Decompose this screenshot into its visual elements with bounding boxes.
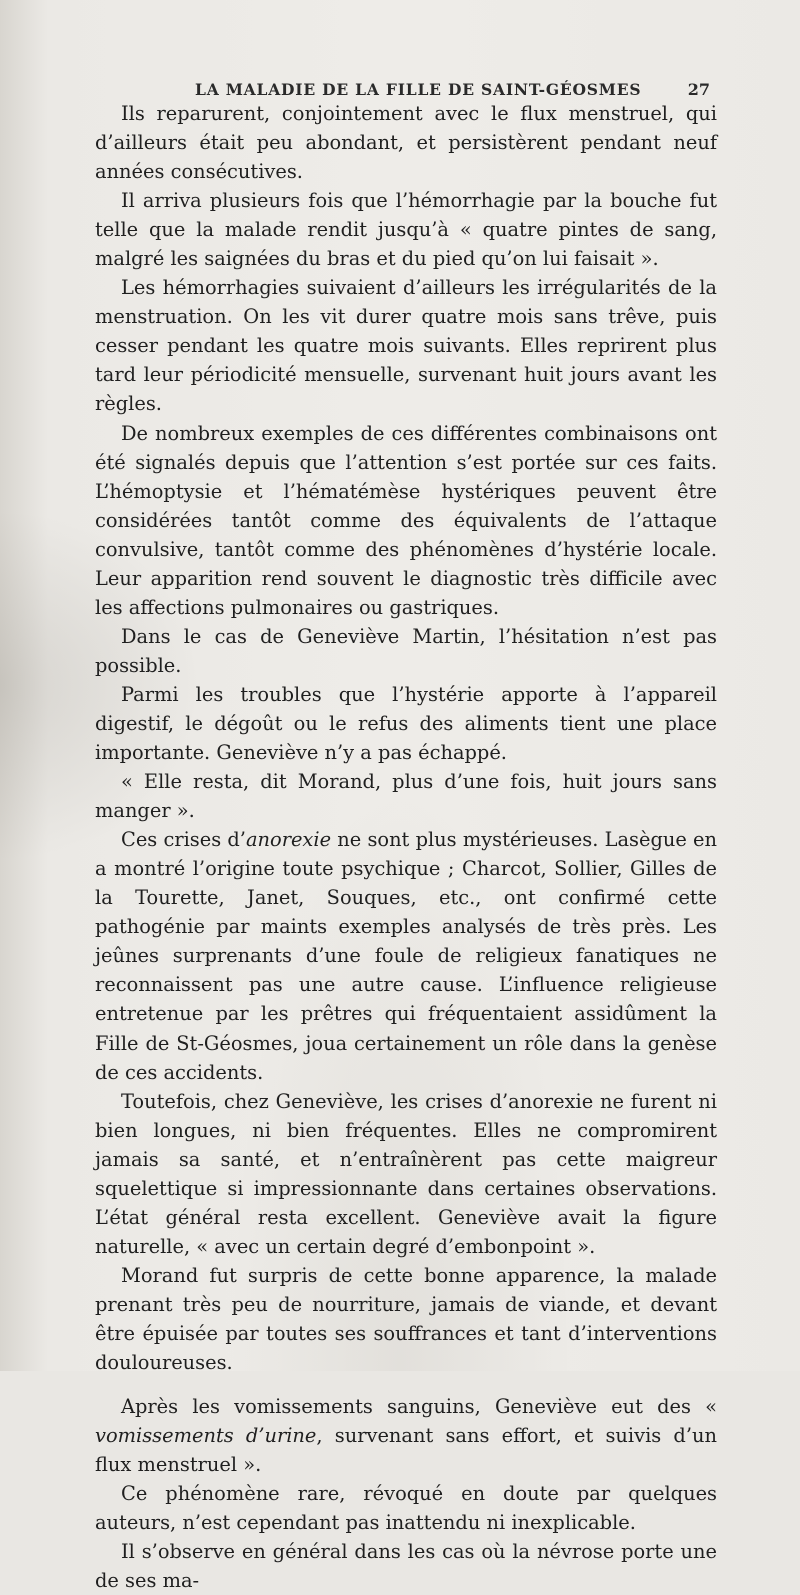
- paragraph-5: Dans le cas de Geneviève Martin, l’hésitation n’est pas possible.: [95, 624, 717, 677]
- paragraph-8-start: Ces crises d’: [121, 828, 246, 852]
- paragraph-3: Les hémorrhagies suivaient d’ailleurs les irrégularités de la menstruation. On les vit durer quatre mois sans trêve, puis cesser pendant les quatre mois suivants. Elles reprirent plus tard leur périodicité mensuelle, survenant huit jours avant les règles.: [95, 276, 717, 416]
- paragraph-8-italic-term: anorexie: [245, 828, 332, 852]
- paragraph-7: « Elle resta, dit Morand, plus d’une fois, huit jours sans manger ».: [95, 770, 717, 823]
- paragraph-12: Ce phénomène rare, révoqué en doute par quelques auteurs, n’est cependant pas inattendu ni inexplicable.: [95, 1482, 717, 1535]
- paragraph-1: Ils reparurent, conjointement avec le flux menstruel, qui d’ailleurs était peu abondant, et persistèrent pendant neuf années consécutives.: [95, 102, 717, 184]
- page-number: 27: [687, 80, 710, 99]
- paragraph-8: [95, 825, 717, 1086]
- paragraph-4: De nombreux exemples de ces différentes combinaisons ont été signalés depuis que l’attention s’est portée sur ces faits. L’hémoptysie et l’hématémèse hystériques peuvent être considérées tantôt comme des équivalents de l’attaque convulsive, tantôt comme des phénomènes d’hystérie locale. Leur apparition rend souvent le diagnostic très difficile avec les affections pulmonaires ou gastriques.: [95, 421, 717, 619]
- paragraph-11: [95, 1392, 717, 1479]
- paragraph-6: Parmi les troubles que l’hystérie apporte à l’appareil digestif, le dégoût ou le refus des aliments tient une place importante. Geneviève n’y a pas échappé.: [95, 682, 717, 765]
- paragraph-9: Toutefois, chez Geneviève, les crises d’anorexie ne furent ni bien longues, ni bien fréquentes. Elles ne compromirent jamais sa santé, et n’entraînèrent pas cette maigreur squelettique si impressionnante dans certaines observations. L’état général resta excellent. Geneviève avait la figure naturelle, « avec un certain degré d’embonpoint ».: [95, 1089, 717, 1258]
- paragraph-11-italic-term: vomissements d’urine: [95, 1424, 317, 1448]
- paragraph-2: Il arriva plusieurs fois que l’hémorrhagie par la bouche fut telle que la malade rendit jusqu’à « quatre pintes de sang, malgré les saignées du bras et du pied qu’on lui faisait ».: [95, 189, 717, 271]
- paragraph-13: Il s’observe en général dans les cas où la névrose porte une de ses ma-: [95, 1540, 717, 1593]
- paragraph-11-start: Après les vomissements sanguins, Geneviève eut des «: [121, 1395, 717, 1419]
- paragraph-10: Morand fut surpris de cette bonne apparence, la malade prenant très peu de nourriture, jamais de viande, et devant être épuisée par toutes ses souffrances et tant d’interventions douloureuses.: [95, 1263, 717, 1375]
- paragraph-8-end: ne sont plus mystérieuses. Lasègue en a montré l’origine toute psychique ; Charcot, Sollier, Gilles de la Tourette, Janet, Souques, etc., ont confirmé cette pathogénie par maints exemples analysés de très près. Les jeûnes surprenants d’une foule de religieux fanatiques ne reconnaissent pas une autre cause. L’influence religieuse entretenue par les prêtres qui fréquentaient assidûment la Fille de St-Géosmes, joua certainement un rôle dans la genèse de ces accidents.: [95, 828, 717, 1084]
- paragraph-11-end: , survenant sans effort, et suivis d’un flux menstruel ».: [95, 1424, 717, 1477]
- running-title: LA MALADIE DE LA FILLE DE SAINT-GÉOSMES: [195, 80, 642, 99]
